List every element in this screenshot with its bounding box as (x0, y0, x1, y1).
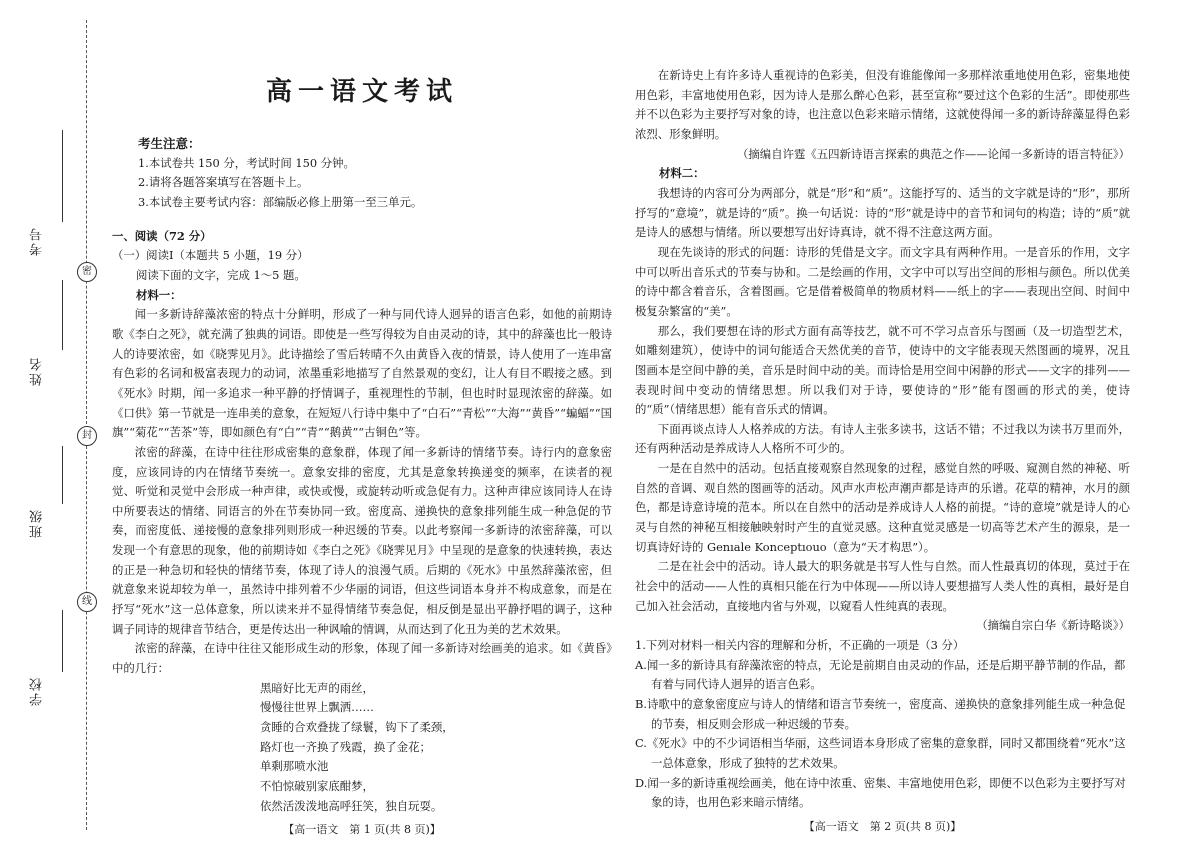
page-footer: 【高一语文 第 1 页(共 8 页)】 (283, 823, 441, 837)
fold-line (86, 20, 87, 830)
fold-mark-mi: 密 (77, 262, 97, 282)
paragraph: 一是在自然中的活动。包括直接观察自然现象的过程，感觉自然的呼吸、窥测自然的神秘、听自然的音调、观自然的图画等的活动。风声水声松声潮声都是诗声的乐谱。花草的精神，水月的颜色，都是诗意诗境的范本。所以在自然中的活动是养成诗人人格的前提。“诗的意境”就是诗人的心灵与自然的神秘互相接触映射时产生的直觉灵感。这种直觉灵感是一切高等艺术产生的源泉，是一切真诗好诗的 Genıale Konceptıouo（意为“天才构思”）。 (635, 461, 1130, 554)
paragraph: 那么，我们要想在诗的形式方面有高等技艺，就不可不学习点音乐与图画（及一切造型艺术，如雕刻建筑），使诗中的词句能适合天然优美的音节，使诗中的文字能表现天然图画的境界，况且图画本是空间中静的美，音乐是时间中动的美。而诗恰是用空间中闲静的形式——文字的排列——表现时间中变动的情绪思想。所以我们对于诗，要使诗的“形”能有图画的形式的美，使诗的“质”（情绪思想）能有音乐式的情调。 (635, 323, 1130, 417)
poem-line: 不怕惊破别家底酣梦， (260, 779, 374, 793)
poem-line: 黑暗好比无声的雨丝， (260, 680, 374, 695)
exam-number-label: 考号 (30, 226, 45, 256)
section-heading: 一、阅读（72 分） (112, 228, 212, 243)
school-blank[interactable] (62, 610, 63, 672)
notice-title: 考生注意： (138, 136, 201, 151)
exam-page-2 (635, 66, 1130, 837)
notice-item: 2.请将各题答案填写在答题卡上。 (138, 175, 309, 190)
notice-item: 1.本试卷共 150 分，考试时间 150 分钟。 (138, 155, 355, 170)
reading-instruction: 阅读下面的文字，完成 1～5 题。 (136, 267, 306, 282)
poem-line: 路灯也一齐换了残霞，换了金花； (260, 739, 431, 754)
source-citation: （摘编自宗白华《新诗略谈》） (976, 618, 1130, 633)
paragraph: 浓密的辞藻，在诗中往往形成密集的意象群，体现了闻一多新诗的情绪节奏。诗行内的意象密度，应该同诗的内在情绪节奏统一。意象安排的密度，尤其是意象转换递变的频率，在读者的视觉、听觉和灵觉中会形成一种声律，或快或慢，或旋转动听或急促有力。这种声律应该同诗人在诗中所要表达的情绪、同语言的外在节奏协同一致。密度高、递换快的意象排列能生成一种急促的节奏，而密度低、递接慢的意象排列则形成一种迟缓的节奏。以此考察闻一多新诗的浓密辞藻，可以发现一个有意思的现象，他的前期诗如《李白之死》《晓霁见月》中呈现的是意象的快速转换，表达的正是一种急切和轻快的情绪节奏，体现了诗人的浪漫气质。后期的《死水》中虽然辞藻浓密，但就意象来说却较为单一，虽然诗中排列着不少华丽的词语，但这些词语本身并不构成意象，而是在抒写“死水”这一总体意象，所以读来并不显得情绪节奏急促，相反倒是显出平静抒唱的调子，这种调子同诗的规律音节结合，更是传达出一种讽喻的情调，从而达到了化丑为美的艺术效果。 (112, 444, 612, 636)
name-label: 姓名 (30, 356, 45, 386)
school-label: 学校 (30, 676, 45, 706)
paragraph: 下面再谈点诗人人格养成的方法。有诗人主张多读书，这话不错；不过我以为读书万里而外，还有两种活动是养成诗人人格所不可少的。 (635, 421, 1130, 456)
material-1-label: 材料一： (136, 287, 182, 302)
poem-line: 贪睡的合欢叠拢了绿鬟，钩下了柔颈， (260, 720, 454, 735)
exam-page-1 (112, 66, 612, 840)
material-2-label: 材料二： (659, 166, 705, 181)
class-label: 班级 (30, 508, 45, 538)
name-blank[interactable] (62, 280, 63, 350)
exam-number-blank[interactable] (62, 130, 63, 222)
source-citation: （摘编自许霆《五四新诗语言探索的典范之作——论闻一多新诗的语言特征》） (737, 146, 1130, 161)
option-b[interactable]: B.诗歌中的意象密度应与诗人的情绪和语言节奏统一，密度高、递换快的意象排列能生成一种急促的节奏，相反则会形成一种迟缓的节奏。 (635, 697, 1126, 731)
paragraph: 现在先谈诗的形式的问题：诗形的凭借是文字。而文字具有两种作用。一是音乐的作用，文字中可以听出音乐式的节奏与协和。二是绘画的作用，文字中可以写出空间的形相与颜色。所以优美的诗中都含着音乐，含着图画。它是借着极简单的物质材料——纸上的字——表现出空间、时间中极复杂繁富的“美”。 (635, 244, 1130, 318)
poem-line: 慢慢往世界上飘洒…… (260, 700, 374, 715)
class-blank[interactable] (62, 446, 63, 504)
exam-title: 高一语文考试 (265, 77, 458, 107)
notice-item: 3.本试卷主要考试内容：部编版必修上册第一至三单元。 (138, 194, 423, 209)
fold-mark-xian: 线 (77, 592, 97, 612)
poem-line: 单剩那喷水池 (260, 759, 329, 774)
paragraph: 我想诗的内容可分为两部分，就是“形”和“质”。这能抒写的、适当的文字就是诗的“形”，那所抒写的“意境”，就是诗的“质”。换一句话说：诗的“形”就是诗中的音节和词句的构造；诗的“质”就是诗人的感想与情绪。所以要想写出好诗真诗，就不得不注意这两方面。 (635, 185, 1130, 240)
option-c[interactable]: C.《死水》中的不少词语相当华丽，这些词语本身形成了密集的意象群，同时又都围绕着“死水”这一总体意象，形成了独特的艺术效果。 (635, 736, 1126, 770)
poem-excerpt (112, 679, 612, 817)
fold-mark-feng: 封 (77, 426, 97, 446)
paragraph: 在新诗史上有许多诗人重视诗的色彩美，但没有谁能像闻一多那样浓重地使用色彩，密集地使用色彩，丰富地使用色彩，因为诗人是那么醉心色彩，甚至宣称“要过这个色彩的生活”。即使那些并不以色彩为主要抒写对象的诗，也注意以色彩来暗示情绪，这就使得闻一多的新诗辞藻显得色彩浓烈、形象鲜明。 (635, 68, 1130, 141)
option-d[interactable]: D.闻一多的新诗重视绘画美，他在诗中浓重、密集、丰富地使用色彩，即便不以色彩为主要抒写对象的诗，也用色彩来暗示情绪。 (635, 775, 1126, 810)
paragraph: 闻一多新诗辞藻浓密的特点十分鲜明，形成了一种与同代诗人迥异的语言色彩，如他的前期诗歌《李白之死》，就充满了独典的词语。即使是一些写得较为自由灵动的诗，其中的辞藻也比一般诗人的诗要浓密，如《晓霁见月》。此诗描绘了雪后转晴不久由黄昏入夜的情景，诗人使用了一连串富有色彩的名词和极富表现力的动词，浓墨重彩地描写了自然景观的变幻，让人有目不暇接之感。到《死水》时期，闻一多追求一种平静的抒情调子，重视理性的节制，但也时时显现浓密的辞藻。如《口供》第一节就是一连串美的意象，在短短八行诗中集中了“白石”“青松”“大海”“黄昏”“蝙蝠”“国旗”“菊花”“苦茶”等，即如颜色有“白”“青”“鹅黄”“古铜色”等。 (112, 307, 612, 440)
question-1: 1.下列对材料一相关内容的理解和分析，不正确的一项是（3 分） (635, 638, 965, 653)
subsection-heading: （一）阅读Ⅰ（本题共 5 小题，19 分） (112, 248, 309, 263)
binding-margin (0, 0, 100, 848)
paragraph: 浓密的辞藻，在诗中往往又能形成生动的形象，体现了闻一多新诗对绘画美的追求。如《黄昏》中的几行： (112, 641, 612, 676)
poem-line: 依然活泼泼地高呼狂笑，独自玩耍。 (260, 798, 443, 813)
option-a[interactable]: A.闻一多的新诗具有辞藻浓密的特点，无论是前期自由灵动的作品，还是后期平静节制的作品，都有着与同代诗人迥异的语言色彩。 (635, 657, 1126, 692)
page-footer: 【高一语文 第 2 页(共 8 页)】 (803, 819, 962, 833)
paragraph: 二是在社会中的活动。诗人最大的职务就是书写人性与自然。而人性最真切的体现，莫过于在社会中的活动——人性的真相只能在行为中体现——所以诗人要想描写人类人性的真相，最好是自己加入社会活动，直接地内省与外观，以窥看人性纯真的表现。 (635, 559, 1130, 613)
